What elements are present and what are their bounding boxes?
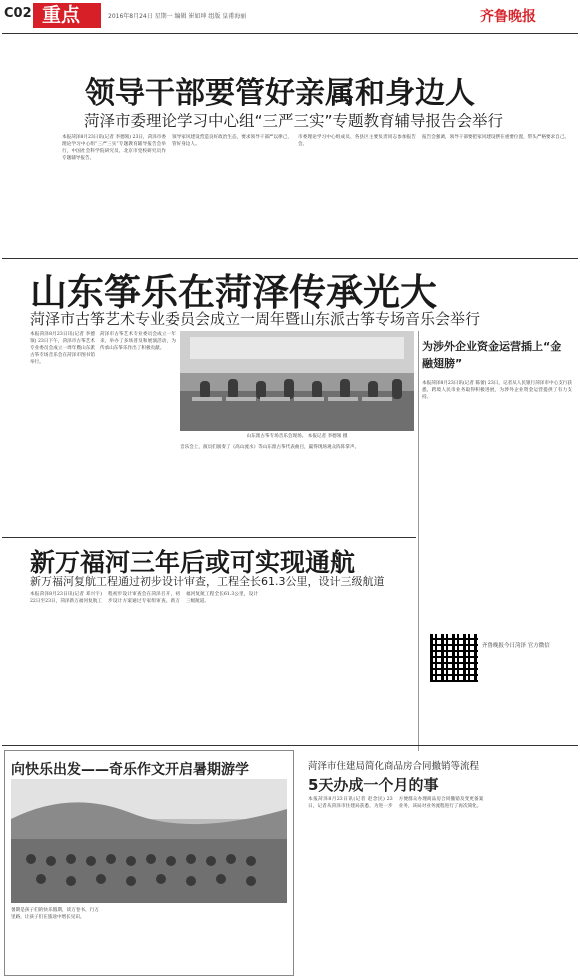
story2-subhead: 菏泽市古筝艺术专业委员会成立一周年暨山东派古筝专场音乐会举行 (30, 310, 481, 328)
story5-headline-small: 菏泽市住建局简化商品房合同撤销等流程 (308, 761, 480, 772)
story-housing (300, 750, 576, 976)
sidebar-finance (422, 338, 574, 758)
photo-caption: 山东派古筝专场音乐会现场。 本报记者 李德领 摄 (246, 434, 348, 439)
story4-headline: 向快乐出发——奇乐作文开启暑期游学 (11, 762, 249, 778)
story2-col2: 菏泽市古筝艺术专业委员会成立一年来，举办了多场普及和展演活动，为传承山东筝乐作出了积极贡献。 (100, 332, 176, 351)
section-badge: 重点 (33, 3, 101, 28)
sidebar-body: 本报菏泽8月23日讯(记者 陈蕾) 23日，记者从人民银行菏泽市中心支行获悉，跨境人民币业务取得积极进展，为涉外企业资金运营提供了有力支持。 (422, 381, 572, 400)
story3-subhead: 新万福河复航工程通过初步设计审查，工程全长61.3公里，设计三级航道 (30, 575, 385, 588)
page-header (0, 0, 580, 34)
sidebar-headline: 为涉外企业资金运营插上“金融翅膀” (422, 340, 562, 370)
story-summer-trip (4, 750, 294, 976)
group-photo (11, 779, 287, 903)
story2-headline: 山东筝乐在菏泽传承光大 (30, 271, 437, 314)
story3-body: 本报菏泽8月23日讯(记者 邓兴宇) 22日至23日，菏泽新万福河复航工程初步设计审查会在菏泽召开，初步设计方案通过专家组审查。新万福河复航工程全长61.3公里，设计三级航道。 (30, 592, 258, 604)
story5-headline: 5天办成一个月的事 (308, 776, 439, 794)
brand-logo: 齐鲁晚报 (480, 9, 536, 25)
story1-col2: 领导家风建设营造良好政治生态，要求领导干部严以律己，管好身边人。 (172, 135, 292, 147)
concert-photo (180, 331, 414, 431)
story1-col3: 市委理论学习中心组成员、各县区主要负责同志参加报告会。 (298, 135, 416, 147)
qr-caption: 齐鲁晚报今日菏泽 官方微信 (482, 643, 550, 649)
page-number: C02 (4, 6, 32, 21)
story1-subhead: 菏泽市委理论学习中心组“三严三实”专题教育辅导报告会举行 (84, 112, 504, 130)
story3-headline: 新万福河三年后或可实现通航 (30, 548, 356, 577)
divider-1 (2, 258, 578, 259)
story1-col4: 报告会强调，领导干部要把家风建设摆在重要位置，带头严格要求自己。 (422, 135, 570, 140)
divider-2 (2, 537, 416, 538)
story4-body: 暑期是孩子们的快乐假期，读万卷书，行万里路，让孩子们在旅途中增长见识。 (11, 908, 99, 920)
story1-headline: 领导干部要管好亲属和身边人 (85, 76, 475, 111)
story2-col1: 本报菏泽8月23日讯(记者 李德领) 23日下午，菏泽市古筝艺术专业委员会成立一周年暨山东派古筝专场音乐会在菏泽市图书馆举行。 (30, 332, 95, 365)
story2-col3: 音乐会上，演员们演奏了《高山流水》等山东派古筝代表曲目，赢得现场观众阵阵掌声。 (180, 445, 360, 450)
divider-3 (2, 745, 578, 746)
qr-code (430, 634, 478, 682)
story5-body: 本报菏泽8月23日讯(记者 赵念民) 23日，记者从菏泽市住建局获悉，为进一步方便群众办理商品房合同撤销及变更备案业务，该局对业务流程进行了再次简化。 (308, 797, 484, 809)
sidebar-divider (418, 331, 419, 751)
issue-meta: 2016年8月24日 星期一 编辑 崔如坤 组版 皇甫海丽 (108, 13, 247, 20)
story1-col1: 本报菏泽8月23日讯(记者 李德领) 23日，菏泽市委理论学习中心组“三严三实”专题教育辅导报告会举行，中国社会科学院研究员、北京市党校研究员作专题辅导报告。 (62, 135, 166, 161)
